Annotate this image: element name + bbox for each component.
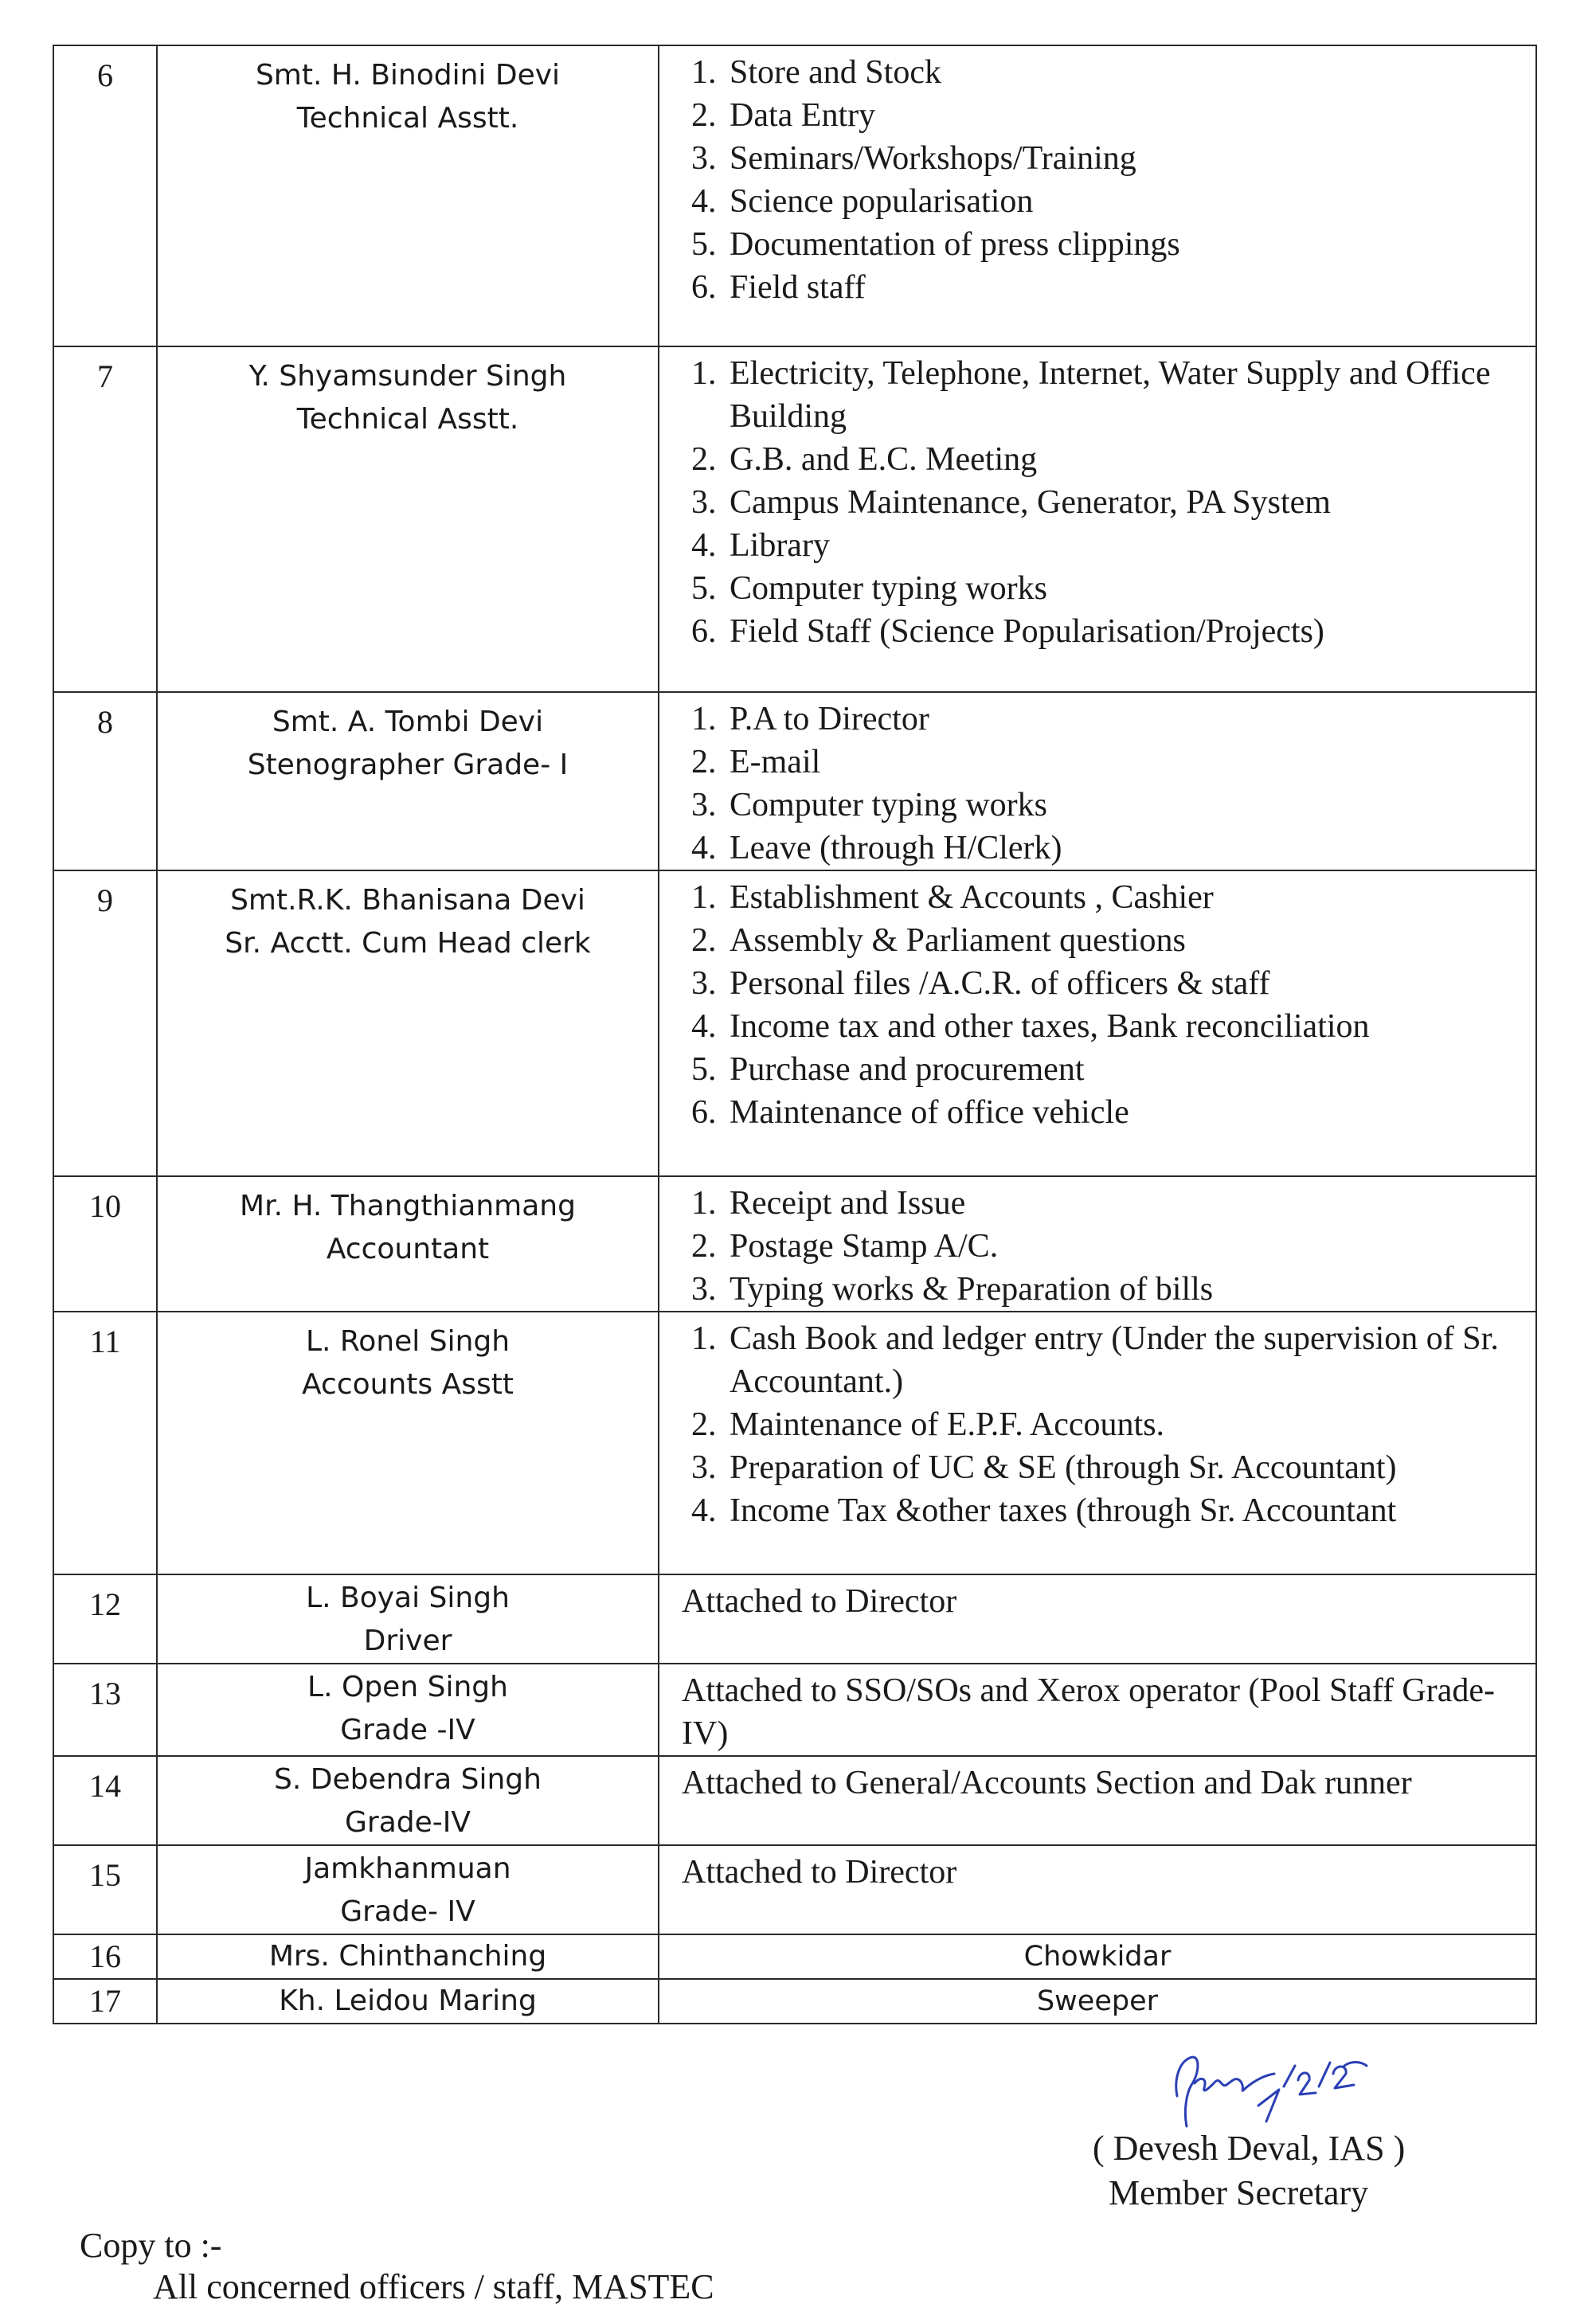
duties-cell (659, 1845, 1536, 1934)
duty-text: Attached to SSO/SOs and Xerox operator (Pool Staff Grade-IV) (682, 1672, 1496, 1752)
staff-name: Smt.R.K. Bhanisana Devi (230, 884, 585, 917)
duties-cell (659, 45, 1536, 346)
copy-to-label: Copy to :- (80, 2226, 222, 2265)
duty-text: Attached to Director (682, 1583, 957, 1620)
serial-cell (53, 45, 157, 346)
duty-item: 1. Electricity, Telephone, Internet, Water Supply and Office Building (725, 352, 1528, 438)
duty-item: 3. Personal files /A.C.R. of officers & staff (725, 962, 1528, 1005)
staff-name: Kh. Leidou Maring (279, 1985, 537, 2017)
name-cell (157, 1664, 659, 1756)
staff-designation: Accounts Asstt (302, 1368, 514, 1401)
staff-designation: Grade- IV (340, 1895, 475, 1928)
duty-item: 3. Seminars/Workshops/Training (725, 137, 1528, 180)
table-row (53, 45, 1536, 346)
staff-name: Mr. H. Thangthianmang (240, 1190, 576, 1222)
duties-cell (659, 1756, 1536, 1845)
duty-item: 1. Receipt and Issue (725, 1182, 1528, 1225)
duty-item: 6. Field staff (725, 266, 1528, 309)
duty-item: 3. Typing works & Preparation of bills (725, 1268, 1528, 1311)
name-cell (157, 1312, 659, 1574)
duty-item: 4. Science popularisation (725, 180, 1528, 223)
table-row (53, 1312, 1536, 1574)
duty-item: 2. Assembly & Parliament questions (725, 919, 1528, 962)
duty-list (659, 46, 1535, 309)
serial-number: 16 (89, 1938, 121, 1974)
table-row (53, 692, 1536, 870)
duty-list (659, 693, 1535, 870)
duty-allocation-table (53, 45, 1537, 2024)
duty-list (659, 1312, 1535, 1532)
name-cell (157, 1934, 659, 1979)
table-row (53, 1756, 1536, 1845)
duty-item: 2. E-mail (725, 741, 1528, 784)
serial-number: 11 (89, 1324, 121, 1359)
serial-number: 17 (89, 1983, 121, 2019)
duty-item: 6. Maintenance of office vehicle (725, 1091, 1528, 1134)
serial-number: 12 (89, 1586, 121, 1622)
signatory-designation: Member Secretary (1109, 2173, 1369, 2212)
serial-number: 6 (97, 57, 113, 93)
serial-number: 10 (89, 1188, 121, 1224)
name-cell (157, 1176, 659, 1312)
serial-cell (53, 1176, 157, 1312)
duty-item: 4. Income Tax &other taxes (through Sr. Accountant (725, 1489, 1528, 1532)
duties-cell (659, 1312, 1536, 1574)
duty-item: 2. Postage Stamp A/C. (725, 1225, 1528, 1268)
table-row (53, 1574, 1536, 1664)
duty-item: 1. Establishment & Accounts , Cashier (725, 876, 1528, 919)
staff-name: Y. Shyamsunder Singh (248, 360, 567, 393)
duty-item: 5. Documentation of press clippings (725, 223, 1528, 266)
duties-cell (659, 1979, 1536, 2024)
staff-designation: Grade-IV (345, 1806, 471, 1839)
duties-cell (659, 346, 1536, 692)
duty-item: 5. Purchase and procurement (725, 1048, 1528, 1091)
serial-number: 14 (89, 1768, 121, 1804)
duty-text: Attached to Director (682, 1854, 957, 1891)
staff-name: Smt. A. Tombi Devi (272, 706, 544, 738)
duty-item: 1. Store and Stock (725, 51, 1528, 94)
staff-designation: Stenographer Grade- I (247, 749, 569, 781)
duties-cell (659, 692, 1536, 870)
duty-item: 2. G.B. and E.C. Meeting (725, 438, 1528, 481)
serial-cell (53, 346, 157, 692)
duty-item: 1. P.A to Director (725, 698, 1528, 741)
name-cell (157, 870, 659, 1176)
serial-cell (53, 1979, 157, 2024)
staff-name: S. Debendra Singh (274, 1763, 542, 1796)
signatory-name: ( Devesh Deval, IAS ) (1093, 2129, 1406, 2168)
name-cell (157, 45, 659, 346)
serial-cell (53, 870, 157, 1176)
serial-number: 8 (97, 704, 113, 740)
duty-text: Chowkidar (1023, 1941, 1172, 1973)
table-row (53, 1664, 1536, 1756)
duties-cell (659, 870, 1536, 1176)
duty-item: 4. Leave (through H/Clerk) (725, 827, 1528, 870)
duties-cell (659, 1934, 1536, 1979)
name-cell (157, 1574, 659, 1664)
table-row (53, 346, 1536, 692)
table-row (53, 1979, 1536, 2024)
name-cell (157, 1845, 659, 1934)
staff-name: L. Ronel Singh (305, 1325, 510, 1358)
duty-list (659, 347, 1535, 653)
serial-cell (53, 1934, 157, 1979)
duty-item: 1. Cash Book and ledger entry (Under the supervision of Sr. Accountant.) (725, 1317, 1528, 1403)
serial-cell (53, 1756, 157, 1845)
duties-cell (659, 1574, 1536, 1664)
serial-cell (53, 1312, 157, 1574)
duty-item: 3. Campus Maintenance, Generator, PA System (725, 481, 1528, 524)
table-row (53, 1934, 1536, 1979)
serial-cell (53, 1574, 157, 1664)
duty-item: 3. Preparation of UC & SE (through Sr. Accountant) (725, 1446, 1528, 1489)
duty-text: Sweeper (1036, 1985, 1159, 2017)
staff-name: L. Boyai Singh (306, 1582, 510, 1614)
duty-item: 6. Field Staff (Science Popularisation/Projects) (725, 610, 1528, 653)
duty-item: 4. Income tax and other taxes, Bank reconciliation (725, 1005, 1528, 1048)
staff-designation: Accountant (326, 1233, 490, 1265)
serial-number: 9 (97, 882, 113, 918)
serial-number: 15 (89, 1857, 121, 1893)
staff-designation: Technical Asstt. (296, 102, 519, 135)
table-row (53, 1176, 1536, 1312)
staff-name: Mrs. Chinthanching (268, 1940, 547, 1973)
duty-item: 2. Data Entry (725, 94, 1528, 137)
duty-list (659, 1177, 1535, 1311)
table-row (53, 1845, 1536, 1934)
staff-name: Smt. H. Binodini Devi (255, 59, 561, 92)
staff-designation: Sr. Acctt. Cum Head clerk (225, 927, 591, 960)
duties-cell (659, 1664, 1536, 1756)
staff-name: L. Open Singh (307, 1671, 508, 1703)
serial-number: 7 (97, 358, 113, 394)
name-cell (157, 692, 659, 870)
staff-designation: Driver (363, 1625, 452, 1657)
serial-number: 13 (89, 1676, 121, 1711)
duty-list (659, 871, 1535, 1134)
staff-designation: Technical Asstt. (296, 403, 519, 436)
duty-text: Attached to General/Accounts Section and Dak runner (682, 1765, 1412, 1801)
serial-cell (53, 1664, 157, 1756)
table-row (53, 870, 1536, 1176)
handwritten-signature (1163, 2039, 1378, 2134)
staff-name: Jamkhanmuan (304, 1852, 511, 1885)
duty-item: 4. Library (725, 524, 1528, 567)
serial-cell (53, 692, 157, 870)
staff-designation: Grade -IV (340, 1714, 475, 1746)
name-cell (157, 1979, 659, 2024)
name-cell (157, 1756, 659, 1845)
duty-item: 3. Computer typing works (725, 784, 1528, 827)
copy-to-recipients: All concerned officers / staff, MASTEC (153, 2267, 714, 2306)
duty-item: 5. Computer typing works (725, 567, 1528, 610)
duty-item: 2. Maintenance of E.P.F. Accounts. (725, 1403, 1528, 1446)
name-cell (157, 346, 659, 692)
duties-cell (659, 1176, 1536, 1312)
serial-cell (53, 1845, 157, 1934)
